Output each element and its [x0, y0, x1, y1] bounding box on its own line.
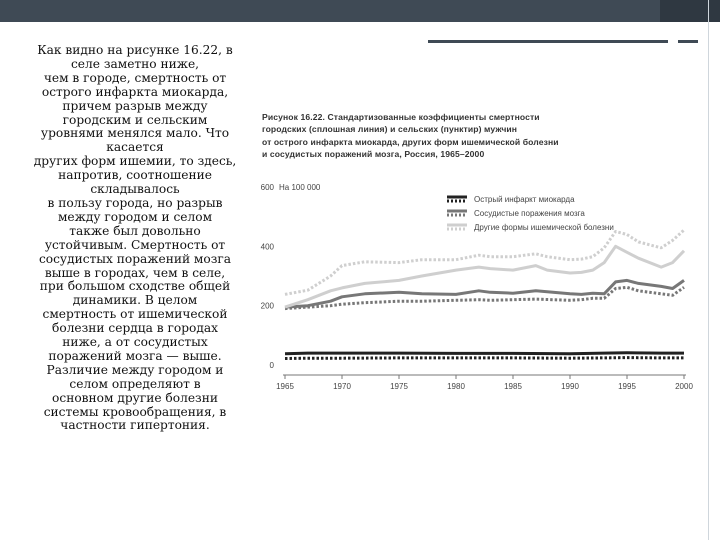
- body-line: острого инфаркта миокарда,: [41, 84, 229, 99]
- body-line: других форм ишемии, то здесь,: [33, 154, 237, 169]
- body-line: поражений мозга — выше.: [48, 348, 222, 363]
- body-line: болезни сердца в городах: [52, 321, 218, 336]
- body-line: также был довольно: [69, 223, 201, 238]
- body-line: ниже, а от сосудистых: [62, 335, 208, 350]
- x-tick-label: 1990: [561, 382, 579, 391]
- figure-title-line: от острого инфаркта миокарда, других форм ишемической болезни: [262, 136, 559, 147]
- y-tick-label: 400: [260, 242, 274, 252]
- body-line: при большом сходстве общей: [39, 279, 231, 294]
- body-line: Как видно на рисунке 16.22, в: [37, 43, 233, 57]
- body-line: динамики. В целом: [72, 293, 198, 308]
- chart-series: [285, 230, 684, 359]
- body-line: городским и сельским: [62, 112, 208, 127]
- legend-label: Сосудистые поражения мозга: [474, 209, 585, 218]
- body-line: Различие между городом и: [46, 362, 224, 377]
- body-line: частности гипертония.: [60, 418, 210, 433]
- figure-title-line: Рисунок 16.22. Стандартизованные коэффициенты смертности: [262, 112, 540, 122]
- body-line: основном другие болезни: [52, 390, 218, 405]
- x-tick-label: 1975: [390, 382, 408, 391]
- x-tick-label: 2000: [675, 382, 693, 391]
- x-tick-label: 1980: [447, 382, 465, 391]
- y-axis-ticks: [261, 183, 275, 370]
- y-axis-label: На 100 000: [279, 183, 321, 192]
- body-line: выше в городах, чем в селе,: [44, 265, 226, 280]
- x-axis-ticks: [276, 375, 693, 391]
- series-line-infarct-rural: [285, 358, 684, 359]
- series-line-infarct-urban: [285, 353, 684, 354]
- y-tick-label: 600: [260, 183, 274, 192]
- body-line: селе заметно ниже,: [70, 56, 200, 71]
- legend-label: Другие формы ишемической болезни: [474, 223, 614, 232]
- body-line: касается: [106, 140, 164, 155]
- x-tick-label: 1970: [333, 382, 351, 391]
- body-line: сосудистых поражений мозга: [38, 251, 232, 266]
- legend-label: Острый инфаркт миокарда: [474, 195, 575, 204]
- series-line-ischemia-rural: [285, 230, 684, 294]
- body-line: между городом и селом: [57, 209, 213, 224]
- figure-title-line: и сосудистых поражений мозга, Россия, 1965–2000: [262, 149, 485, 160]
- y-tick-label: 200: [260, 301, 274, 311]
- body-line: чем в городе, смертность от: [43, 70, 227, 85]
- body-line: смертность от ишемической: [42, 307, 228, 322]
- body-line: складывалось: [90, 182, 180, 197]
- y-tick-label: 0: [269, 361, 274, 370]
- figure-title-line: городских (сплошная линия) и сельских (пунктир) мужчин: [262, 124, 518, 135]
- body-line: селом определяют в: [69, 376, 201, 391]
- body-line: устойчивым. Смертность от: [44, 237, 226, 252]
- chart-legend: [447, 195, 614, 232]
- body-line: в пользу города, но разрыв: [47, 195, 223, 210]
- body-line: системы кровообращения, в: [43, 404, 227, 419]
- body-line: причем разрыв между: [62, 98, 208, 113]
- x-tick-label: 1985: [504, 382, 522, 391]
- body-line: напротив, соотношение: [58, 168, 212, 183]
- x-tick-label: 1965: [276, 382, 294, 391]
- x-tick-label: 1995: [618, 382, 636, 391]
- body-line: уровнями менялся мало. Что: [40, 126, 230, 141]
